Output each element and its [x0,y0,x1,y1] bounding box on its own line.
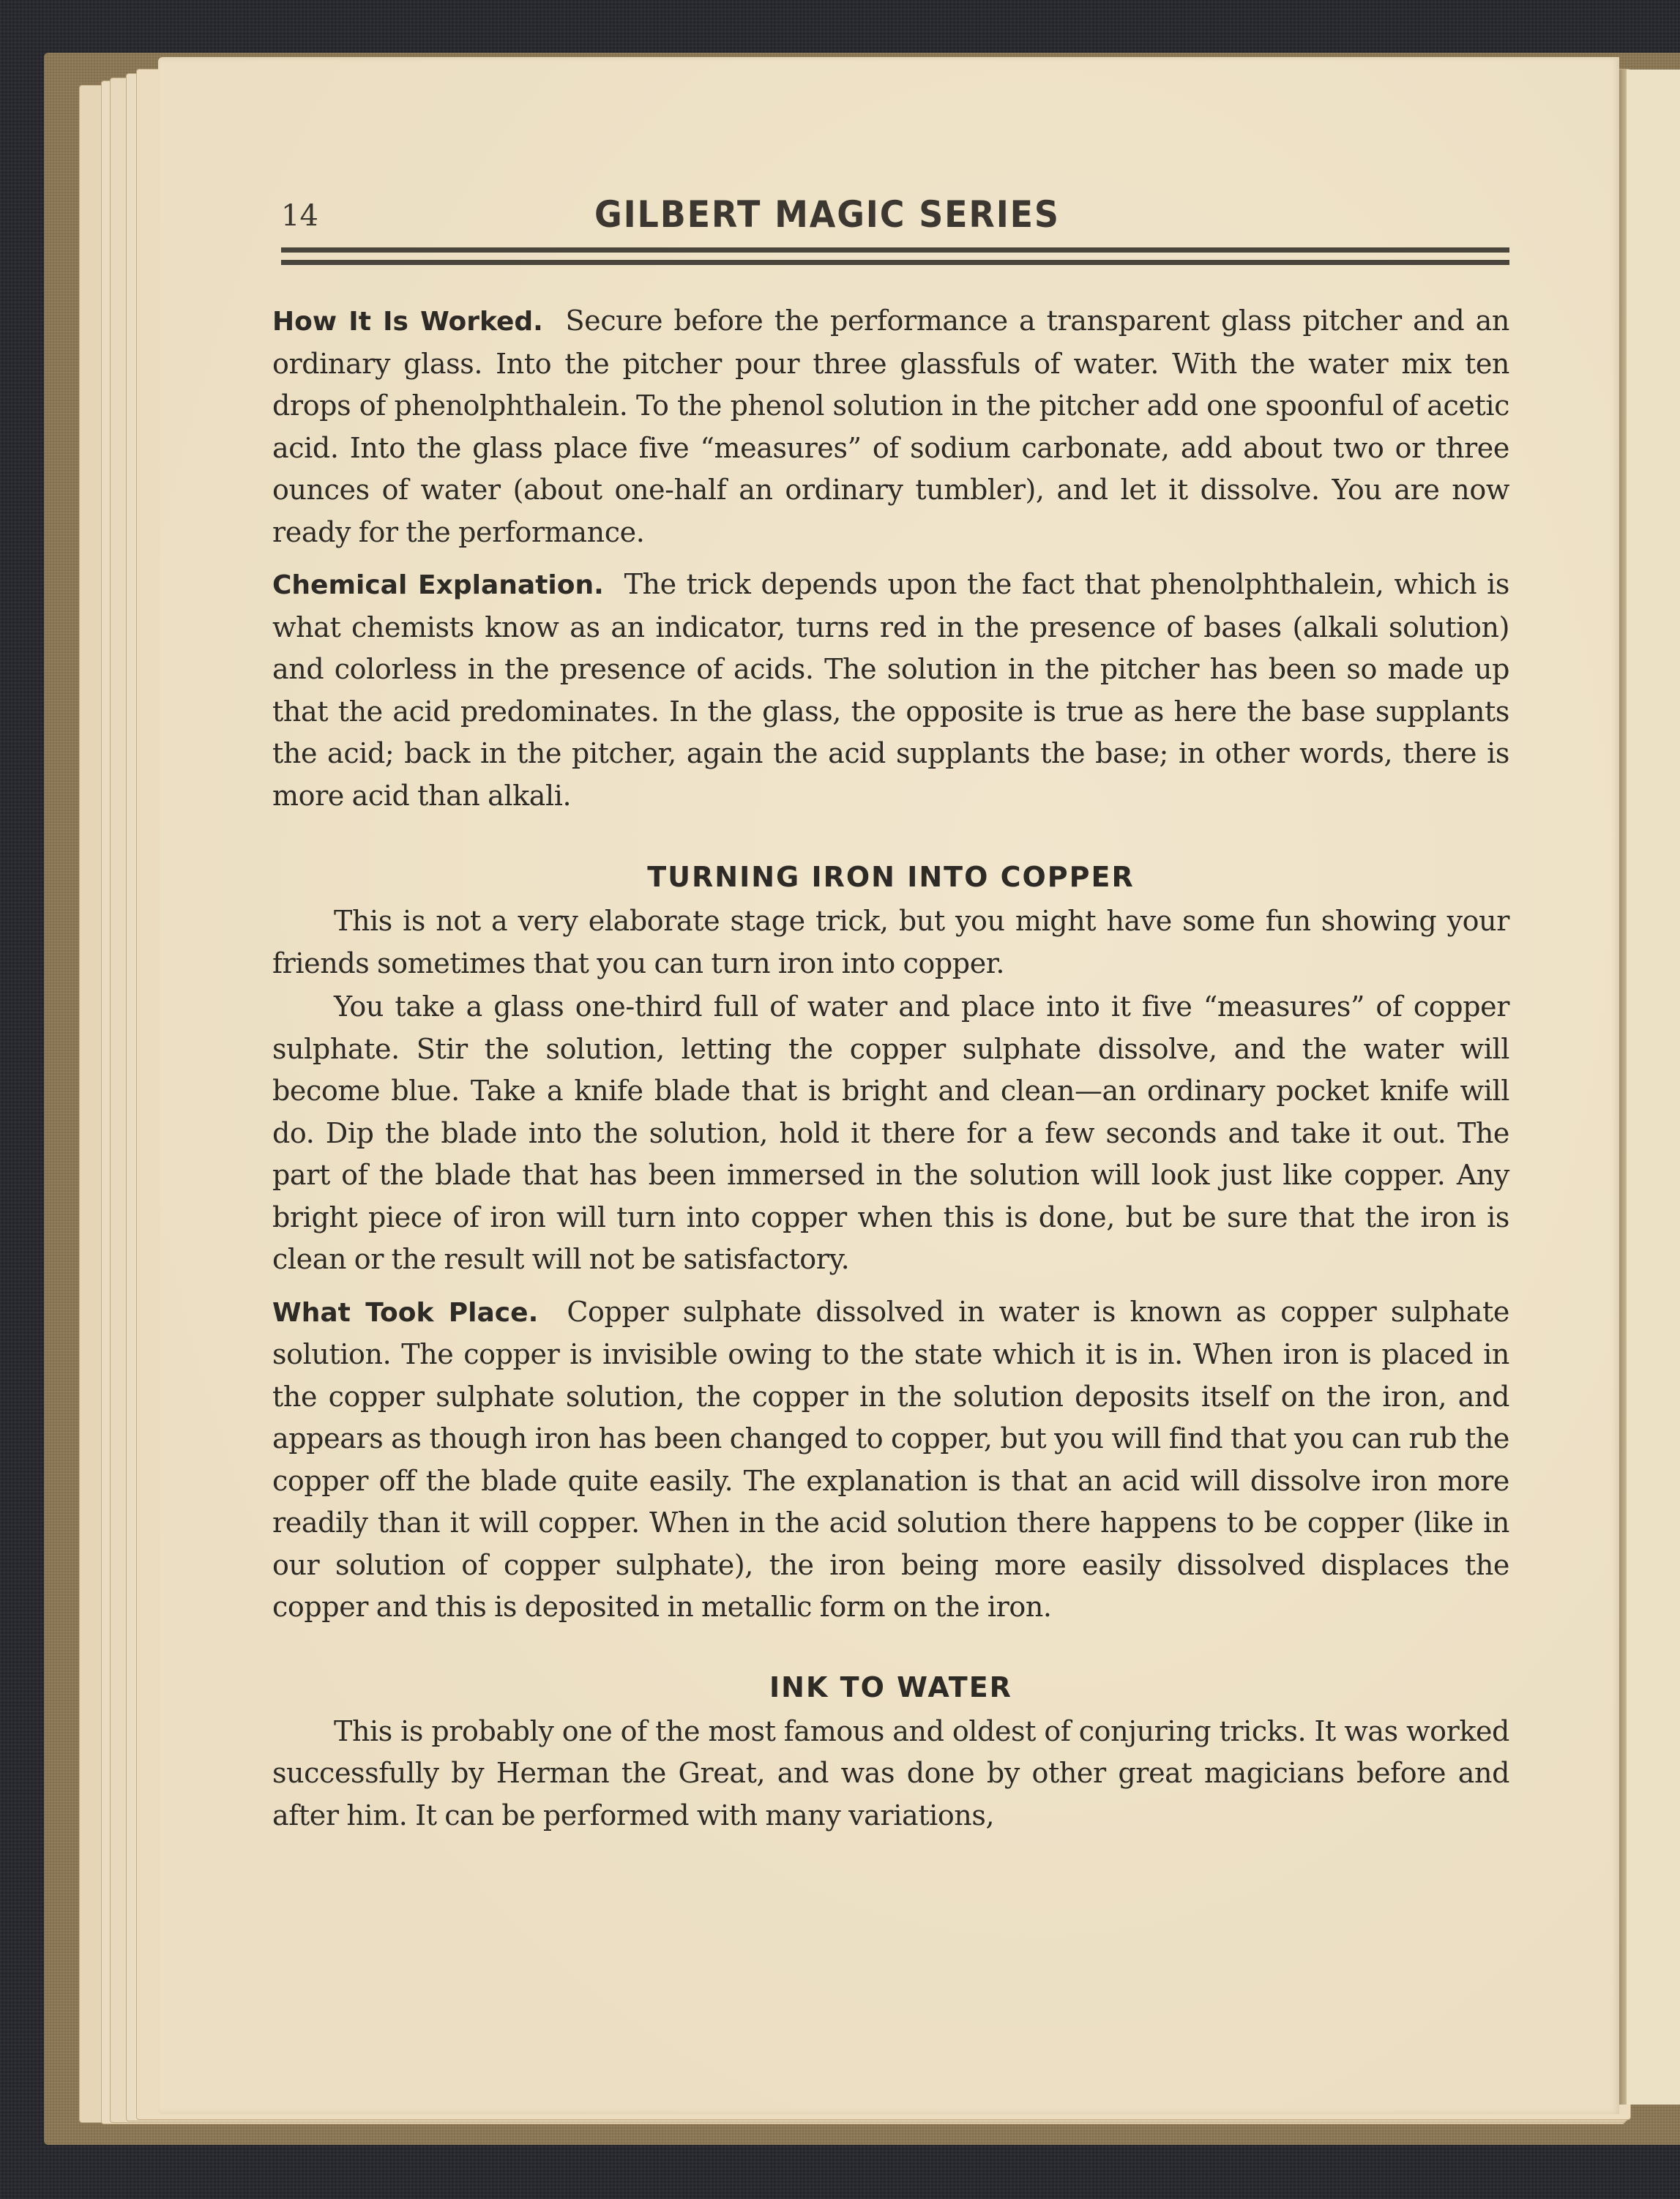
facing-page-edge [1627,70,1680,2105]
page-number: 14 [281,199,318,233]
paragraph-lead: How It Is Worked. [272,307,543,337]
paragraph-text: Secure before the performance a transparent glass pitcher and an ordinary glass. Into the pitcher pour three glassfuls of water. With the water mix ten drops of phenolphthalein. To the phenol solution in the pitcher add one spoonful of acetic acid. Into the glass place five “measures” of sodium carbonate, add about two or three ounces of water (about one-half an ordinary tumbler), and let it dissolve. You are now ready for the performance. [272,305,1509,548]
body-paragraph: You take a glass one-third full of water and place into it five “measures” of copper sulphate. Stir the solution, letting the copper sulphate dissolve, and the water will become blue. Take a knife blade that is bright and clean—an ordinary pocket knife will do. Dip the blade into the solution, hold it there for a few seconds and take it out. The part of the blade that has been immersed in the solution will look just like copper. Any bright piece of iron will turn into copper when this is done, but be sure that the iron is clean or the result will not be satisfactory. [272,990,1509,1275]
series-title: GILBERT MAGIC SERIES [594,193,1060,236]
what-took-place-paragraph [272,1291,1509,1629]
section-heading: TURNING IRON INTO COPPER [647,861,1135,893]
paragraph-text: The trick depends upon the fact that phenolphthalein, which is what chemists know as an indicator, turns red in the presence of bases (alkali solution) and colorless in the presence of acids. The solution in the pitcher has been so made up that the acid predominates. In the glass, the opposite is true as here the base supplants the acid; back in the pitcher, again the acid supplants the base; in other words, there is more acid than alkali. [272,568,1509,812]
section-heading: INK TO WATER [769,1670,1012,1703]
book-gutter [1619,70,1627,2105]
paragraph-lead: What Took Place. [272,1297,539,1328]
running-head [272,192,1509,240]
header-rule-bottom [281,260,1509,265]
paragraph-lead: Chemical Explanation. [272,570,604,600]
chemical-explanation-paragraph [272,564,1509,817]
paragraph-text: Copper sulphate dissolved in water is known as copper sulphate solution. The copper is invisible owing to the state which it is in. When iron is placed in the copper sulphate solution, the copper in the solution deposits itself on the iron, and appears as though iron has been changed to copper, but you will find that you can rub the copper off the blade quite easily. The explanation is that an acid will dissolve iron more readily than it will copper. When in the acid solution there happens to be copper (like in our solution of copper sulphate), the iron being more easily dissolved displaces the copper and this is deposited in metallic form on the iron. [272,1295,1509,1623]
page-content [272,192,1509,1837]
how-it-is-worked-paragraph [272,300,1509,553]
body-paragraph: This is not a very elaborate stage trick, but you might have some fun showing your friends sometimes that you can turn iron into copper. [272,905,1509,979]
body-paragraph: This is probably one of the most famous and oldest of conjuring tricks. It was worked successfully by Herman the Great, and was done by other great magicians before and after him. It can be performed with many variations, [272,1714,1509,1832]
header-rule-top [281,247,1509,253]
